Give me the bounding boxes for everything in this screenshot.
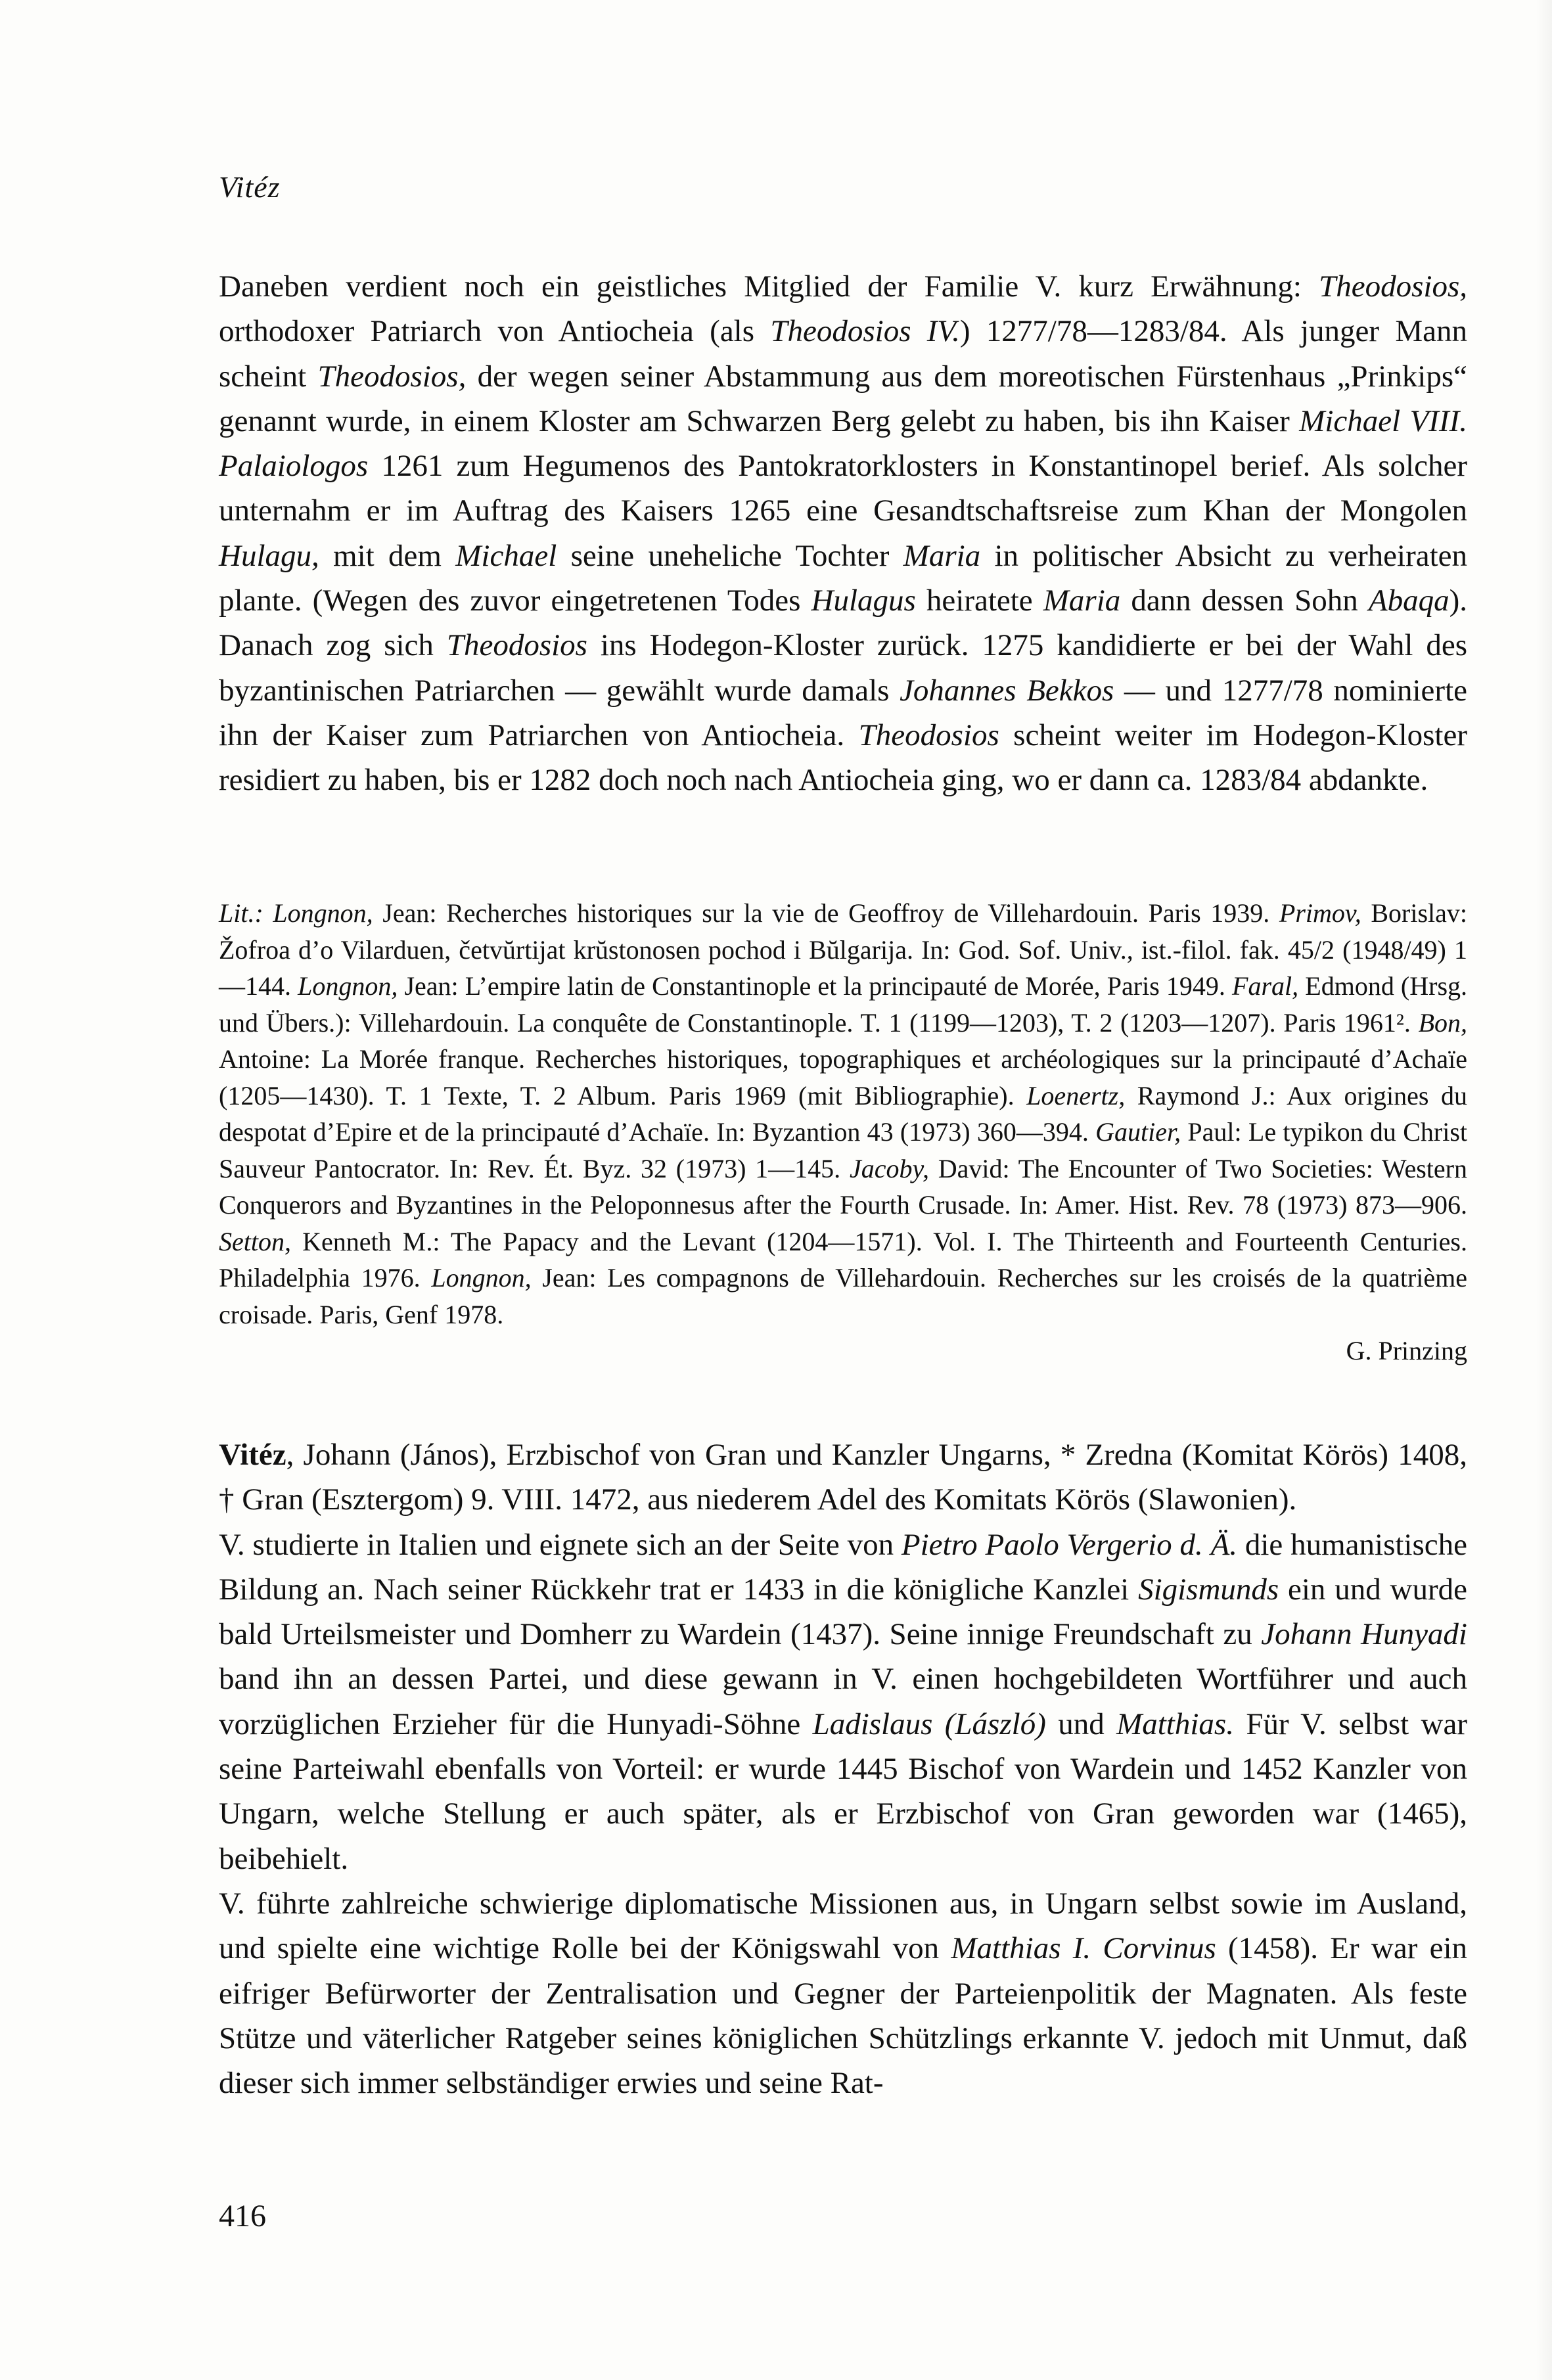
text-run: , Johann (János), Erzbischof von Gran und Kanzler Ungarns, * Zredna (Komitat Körös) 1408, † Gran (Esztergom) 9. VIII. 1472, aus niederem Adel des Komitats Körös (Slawonien). <box>219 1438 1467 1517</box>
text-run: V. studierte in Italien und eignete sich an der Seite von <box>219 1527 902 1562</box>
running-head: Vitéz <box>219 170 281 204</box>
text-run: David: The Encounter of Two Societies: Western Conquerors and Byzantines in the Peloponnesus after the Fourth Crusade. In: Amer. Hist. Rev. 78 (1973) 873—906. <box>219 1153 1467 1220</box>
italic-run: Johannes Bekkos <box>900 673 1114 708</box>
author-signature: G. Prinzing <box>1346 1336 1467 1365</box>
text-run: in politischer Absicht zu verheiraten plante. (Wegen des zuvor eingetretenen Todes <box>219 538 1468 618</box>
italic-run: Matthias. <box>1116 1706 1234 1741</box>
text-run: seine uneheliche Tochter <box>557 538 903 573</box>
text-run: die humanistische Bildung an. Nach seiner Rückkehr trat er 1433 in die königliche Kanzlei <box>219 1527 1467 1607</box>
italic-run: Theodosios <box>858 718 999 752</box>
text-run <box>263 898 273 928</box>
italic-run: Michael VIII. Palaiologos <box>219 403 1468 484</box>
italic-run: Loenertz, <box>1026 1080 1126 1110</box>
italic-run: Longnon, <box>273 898 373 928</box>
text-run: der wegen seiner Abstammung aus dem moreotischen Fürstenhaus „Prinkips“ genannt wurde, in einem Kloster am Schwarzen Berg gelebt zu haben, bis ihn Kaiser <box>219 359 1467 438</box>
text-run: ins Hodegon-Kloster zurück. 1275 kandidierte er bei der Wahl des byzantinischen Patriarchen — gewählt wurde damals <box>219 628 1467 708</box>
text-run: heiratete <box>915 584 1043 618</box>
italic-run: Michael <box>455 538 557 573</box>
text-run: band ihn an dessen Partei, und diese gewann in V. einen hochgebildeten Wortführer und auch vorzüglichen Erzieher für die Hunyadi-Söhne <box>219 1662 1467 1741</box>
literature-list <box>219 895 1467 1333</box>
text-run: Jean: Les compagnons de Villehardouin. Recherches sur les croisés de la quatrième croisade. Paris, Genf 1978. <box>219 1263 1468 1329</box>
text-run: (1458). Er war ein eifriger Befürworter der Zentralisation und Gegner der Parteienpolitik der Magnaten. Als feste Stütze und väterlicher Ratgeber seines königlichen Schützlings erkannte V. jedoch mit Unmut, daß dieser sich immer selbständiger erwies und seine Rat- <box>219 1931 1467 2101</box>
text-run: Kenneth M.: The Papacy and the Levant (1204—1571). Vol. I. The Thirteenth and Fourteenth Centuries. Philadelphia 1976. <box>219 1226 1467 1293</box>
text-run: mit dem <box>319 538 456 573</box>
italic-run: Setton, <box>219 1226 291 1256</box>
text-run: 1261 zum Hegumenos des Pantokratorklosters in Konstantinopel berief. Als solcher unternahm er im Auftrag des Kaisers 1265 eine Gesandtschaftsreise zum Khan der Mongolen <box>219 449 1467 528</box>
text-run: Raymond J.: Aux origines du despotat d’Epire et de la principauté d’Achaïe. In: Byzantion 43 (1973) 360—394. <box>219 1080 1467 1147</box>
italic-run: Maria <box>1043 584 1121 618</box>
literature-section <box>219 895 1467 1369</box>
italic-run: Theodosios, <box>1319 269 1467 304</box>
italic-run: Pietro Paolo Vergerio d. Ä. <box>901 1527 1238 1562</box>
italic-run: Longnon, <box>431 1263 532 1293</box>
paragraph <box>219 1881 1467 2105</box>
text-run: Jean: L’empire latin de Constantinople et la principauté de Morée, Paris 1949. <box>398 971 1233 1001</box>
italic-run: Lit.: <box>219 898 263 928</box>
text-run: V. führte zahlreiche schwierige diplomatische Missionen aus, in Ungarn selbst sowie im Ausland, und spielte eine wichtige Rolle bei der Königswahl von <box>219 1886 1467 1966</box>
text-run: ). Danach zog sich <box>219 584 1467 663</box>
theodosios-section <box>219 264 1467 803</box>
text-run: Daneben verdient noch ein geistliches Mitglied der Familie V. kurz Erwähnung: <box>219 269 1319 304</box>
vitez-entry <box>219 1432 1467 2105</box>
scan-edge-shadow <box>1536 0 1552 2380</box>
text-run: Paul: Le typikon du Christ Sauveur Pantocrator. In: Rev. Ét. Byz. 32 (1973) 1—145. <box>219 1117 1467 1183</box>
text-run: scheint weiter im Hodegon-Kloster residiert zu haben, bis er 1282 doch noch nach Antiocheia ging, wo er dann ca. 1283/84 abdankte. <box>219 718 1467 798</box>
italic-run: Theodosios IV. <box>770 314 960 349</box>
italic-run: Primov, <box>1279 898 1361 928</box>
paragraph <box>219 1432 1467 1522</box>
text-run: Für V. selbst war seine Parteiwahl ebenfalls von Vorteil: er wurde 1445 Bischof von Wardein und 1452 Kanzler von Ungarn, welche Stellung er auch später, als er Erzbischof von Gran geworden war (1465), beibehielt. <box>219 1706 1467 1876</box>
italic-run: Theodosios, <box>317 359 467 394</box>
paragraph <box>219 264 1467 803</box>
italic-run: Jacoby, <box>849 1153 929 1183</box>
text-run: Borislav: Žofroa d’o Vilarduen, četvŭrtijat krŭstonosen pochod i Bŭlgarija. In: God. Sof. Univ., ist.-filol. fak. 45/2 (1948/49) 1—144. <box>219 898 1467 1001</box>
italic-run: Faral, <box>1232 971 1299 1001</box>
text-run: Edmond (Hrsg. und Übers.): Villehardouin. La conquête de Constantinople. T. 1 (1199—1203), T. 2 (1203—1207). Paris 1961². <box>219 971 1468 1038</box>
text-run: Jean: Recherches historiques sur la vie de Geoffroy de Villehardouin. Paris 1939. <box>373 898 1279 928</box>
italic-run: Maria <box>903 538 981 573</box>
text-run: dann dessen Sohn <box>1120 584 1369 618</box>
italic-run: Longnon, <box>298 971 398 1001</box>
text-run: — und 1277/78 nominierte ihn der Kaiser zum Patriarchen von Antiocheia. <box>219 673 1467 752</box>
text-run: ein und wurde bald Urteilsmeister und Domherr zu Wardein (1437). Seine innige Freundschaft zu <box>219 1572 1468 1652</box>
text-run: Antoine: La Morée franque. Recherches historiques, topographiques et archéologiques sur la principauté d’Achaïe (1205—1430). T. 1 Texte, T. 2 Album. Paris 1969 (mit Bibliographie). <box>219 1044 1467 1110</box>
italic-run: Ladislaus (László) <box>812 1706 1046 1741</box>
page-number: 416 <box>219 2199 266 2233</box>
section-1-paragraphs <box>219 264 1467 803</box>
section-2-paragraphs <box>219 1432 1467 2105</box>
paragraph <box>219 1522 1467 1881</box>
italic-run: Matthias I. Corvinus <box>951 1931 1216 1966</box>
italic-run: Bon, <box>1418 1007 1467 1038</box>
italic-run: Hulagus <box>811 584 916 618</box>
text-run: orthodoxer Patriarch von Antiocheia (als <box>219 314 771 349</box>
italic-run: Gautier, <box>1095 1117 1181 1147</box>
italic-run: Theodosios <box>446 628 587 663</box>
italic-run: Johann Hunyadi <box>1261 1617 1467 1652</box>
entry-headword: Vitéz <box>219 1438 286 1472</box>
italic-run: Hulagu, <box>219 538 319 573</box>
italic-run: Abaqa <box>1368 584 1449 618</box>
text-run: und <box>1045 1706 1117 1741</box>
italic-run: Sigismunds <box>1138 1572 1279 1607</box>
text-run: ) 1277/78—1283/84. Als junger Mann scheint <box>219 314 1467 394</box>
